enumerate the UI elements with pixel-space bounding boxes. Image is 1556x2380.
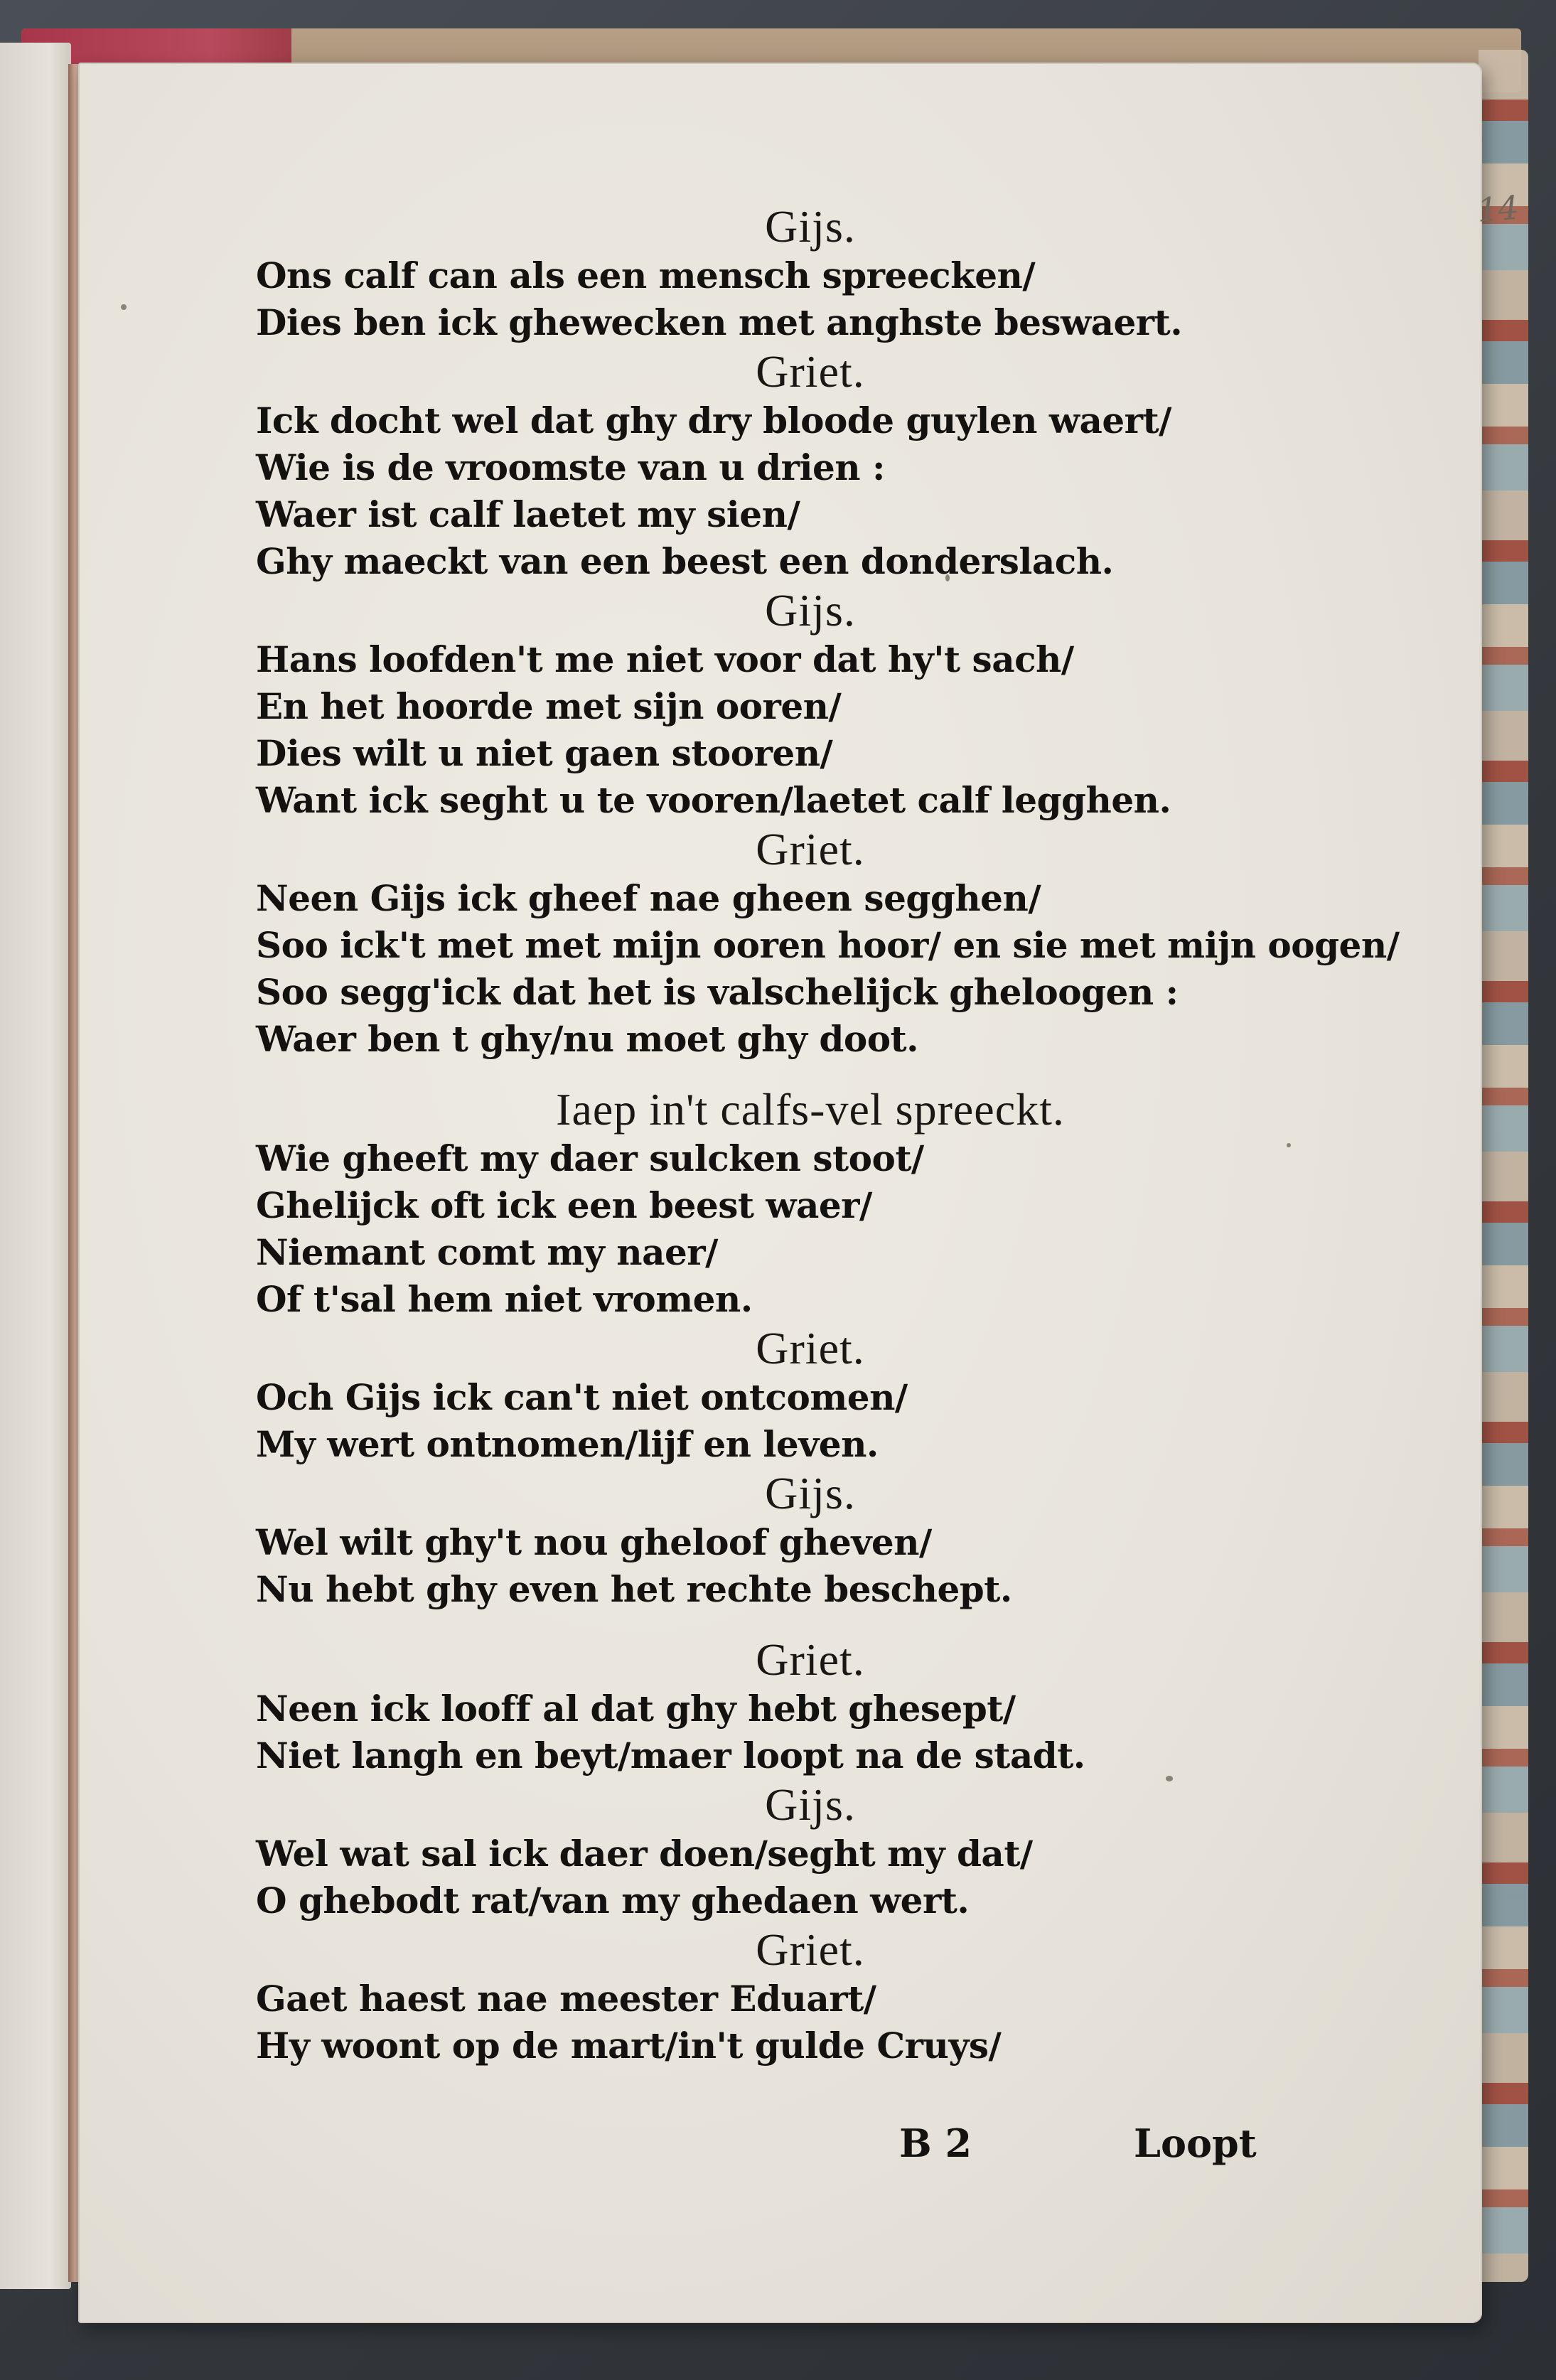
verse-line: O ghebodt rat/van my ghedaen wert. (256, 1880, 970, 1921)
speaker-heading: Griet. (756, 1924, 865, 1975)
verse-line: Neen Gijs ick gheef nae gheen segghen/ (256, 877, 1041, 919)
speaker-heading: Gijs. (765, 585, 856, 636)
verse-line: Soo segg'ick dat het is valschelijck gheloogen : (256, 971, 1179, 1013)
speaker-heading: Iaep in't calfs-vel spreeckt. (556, 1084, 1065, 1135)
speaker-heading: Gijs. (765, 1779, 856, 1830)
speaker-heading: Griet. (756, 346, 865, 397)
catchword: Loopt (1134, 2121, 1257, 2166)
verse-line: Niet langh en beyt/maer loopt na de stadt. (256, 1735, 1085, 1776)
verse-line: Waer ist calf laetet my sien/ (256, 493, 800, 535)
speaker-heading: Griet. (756, 1634, 865, 1685)
verse-line: Wie is de vroomste van u drien : (256, 446, 885, 488)
paper-speck (121, 304, 127, 310)
verse-line: Niemant comt my naer/ (256, 1231, 718, 1273)
verse-line: Och Gijs ick can't niet ontcomen/ (256, 1376, 908, 1418)
verse-line: Wel wilt ghy't nou gheloof gheven/ (256, 1521, 932, 1563)
page-footer (78, 2121, 1482, 2177)
book-page (78, 63, 1520, 2323)
verse-line: Hans loofden't me niet voor dat hy't sach/ (256, 638, 1074, 680)
verse-line: Ick docht wel dat ghy dry bloode guylen waert/ (256, 400, 1171, 441)
verse-line: Waer ben t ghy/nu moet ghy doot. (256, 1018, 919, 1060)
verse-line: Dies ben ick ghewecken met anghste beswaert. (256, 301, 1183, 343)
speaker-heading: Gijs. (765, 1468, 856, 1518)
verse-line: Soo ick't met met mijn ooren hoor/ en sie met mijn oogen/ (256, 924, 1400, 966)
verse-line: Nu hebt ghy even het rechte beschept. (256, 1568, 1012, 1610)
verse-line: Neen ick looff al dat ghy hebt ghesept/ (256, 1688, 1016, 1730)
folio-number: 14 (1476, 188, 1520, 230)
facing-page (0, 43, 71, 2289)
speaker-heading: Griet. (756, 824, 865, 874)
verse-line: Gaet haest nae meester Eduart/ (256, 1978, 876, 2020)
verse-line: Want ick seght u te vooren/laetet calf legghen. (256, 779, 1171, 821)
verse-line: Ghy maeckt van een beest een donderslach. (256, 540, 1114, 582)
verse-line: Ghelijck oft ick een beest waer/ (256, 1184, 872, 1226)
marbled-page-edge (1479, 50, 1528, 2282)
verse-line: Ons calf can als een mensch spreecken/ (256, 254, 1036, 296)
poem-text-block (256, 201, 1464, 2069)
verse-line: Dies wilt u niet gaen stooren/ (256, 732, 833, 774)
speaker-heading: Griet. (756, 1323, 865, 1373)
verse-line: Wie gheeft my daer sulcken stoot/ (256, 1137, 924, 1179)
speaker-heading: Gijs. (765, 201, 856, 252)
verse-line: Hy woont op de mart/in't gulde Cruys/ (256, 2025, 1002, 2067)
verse-line: Of t'sal hem niet vromen. (256, 1278, 753, 1320)
verse-line: Wel wat sal ick daer doen/seght my dat/ (256, 1833, 1033, 1875)
verse-line: My wert ontnomen/lijf en leven. (256, 1423, 879, 1465)
verse-line: En het hoorde met sijn ooren/ (256, 685, 842, 727)
signature-mark: B 2 (899, 2121, 972, 2166)
